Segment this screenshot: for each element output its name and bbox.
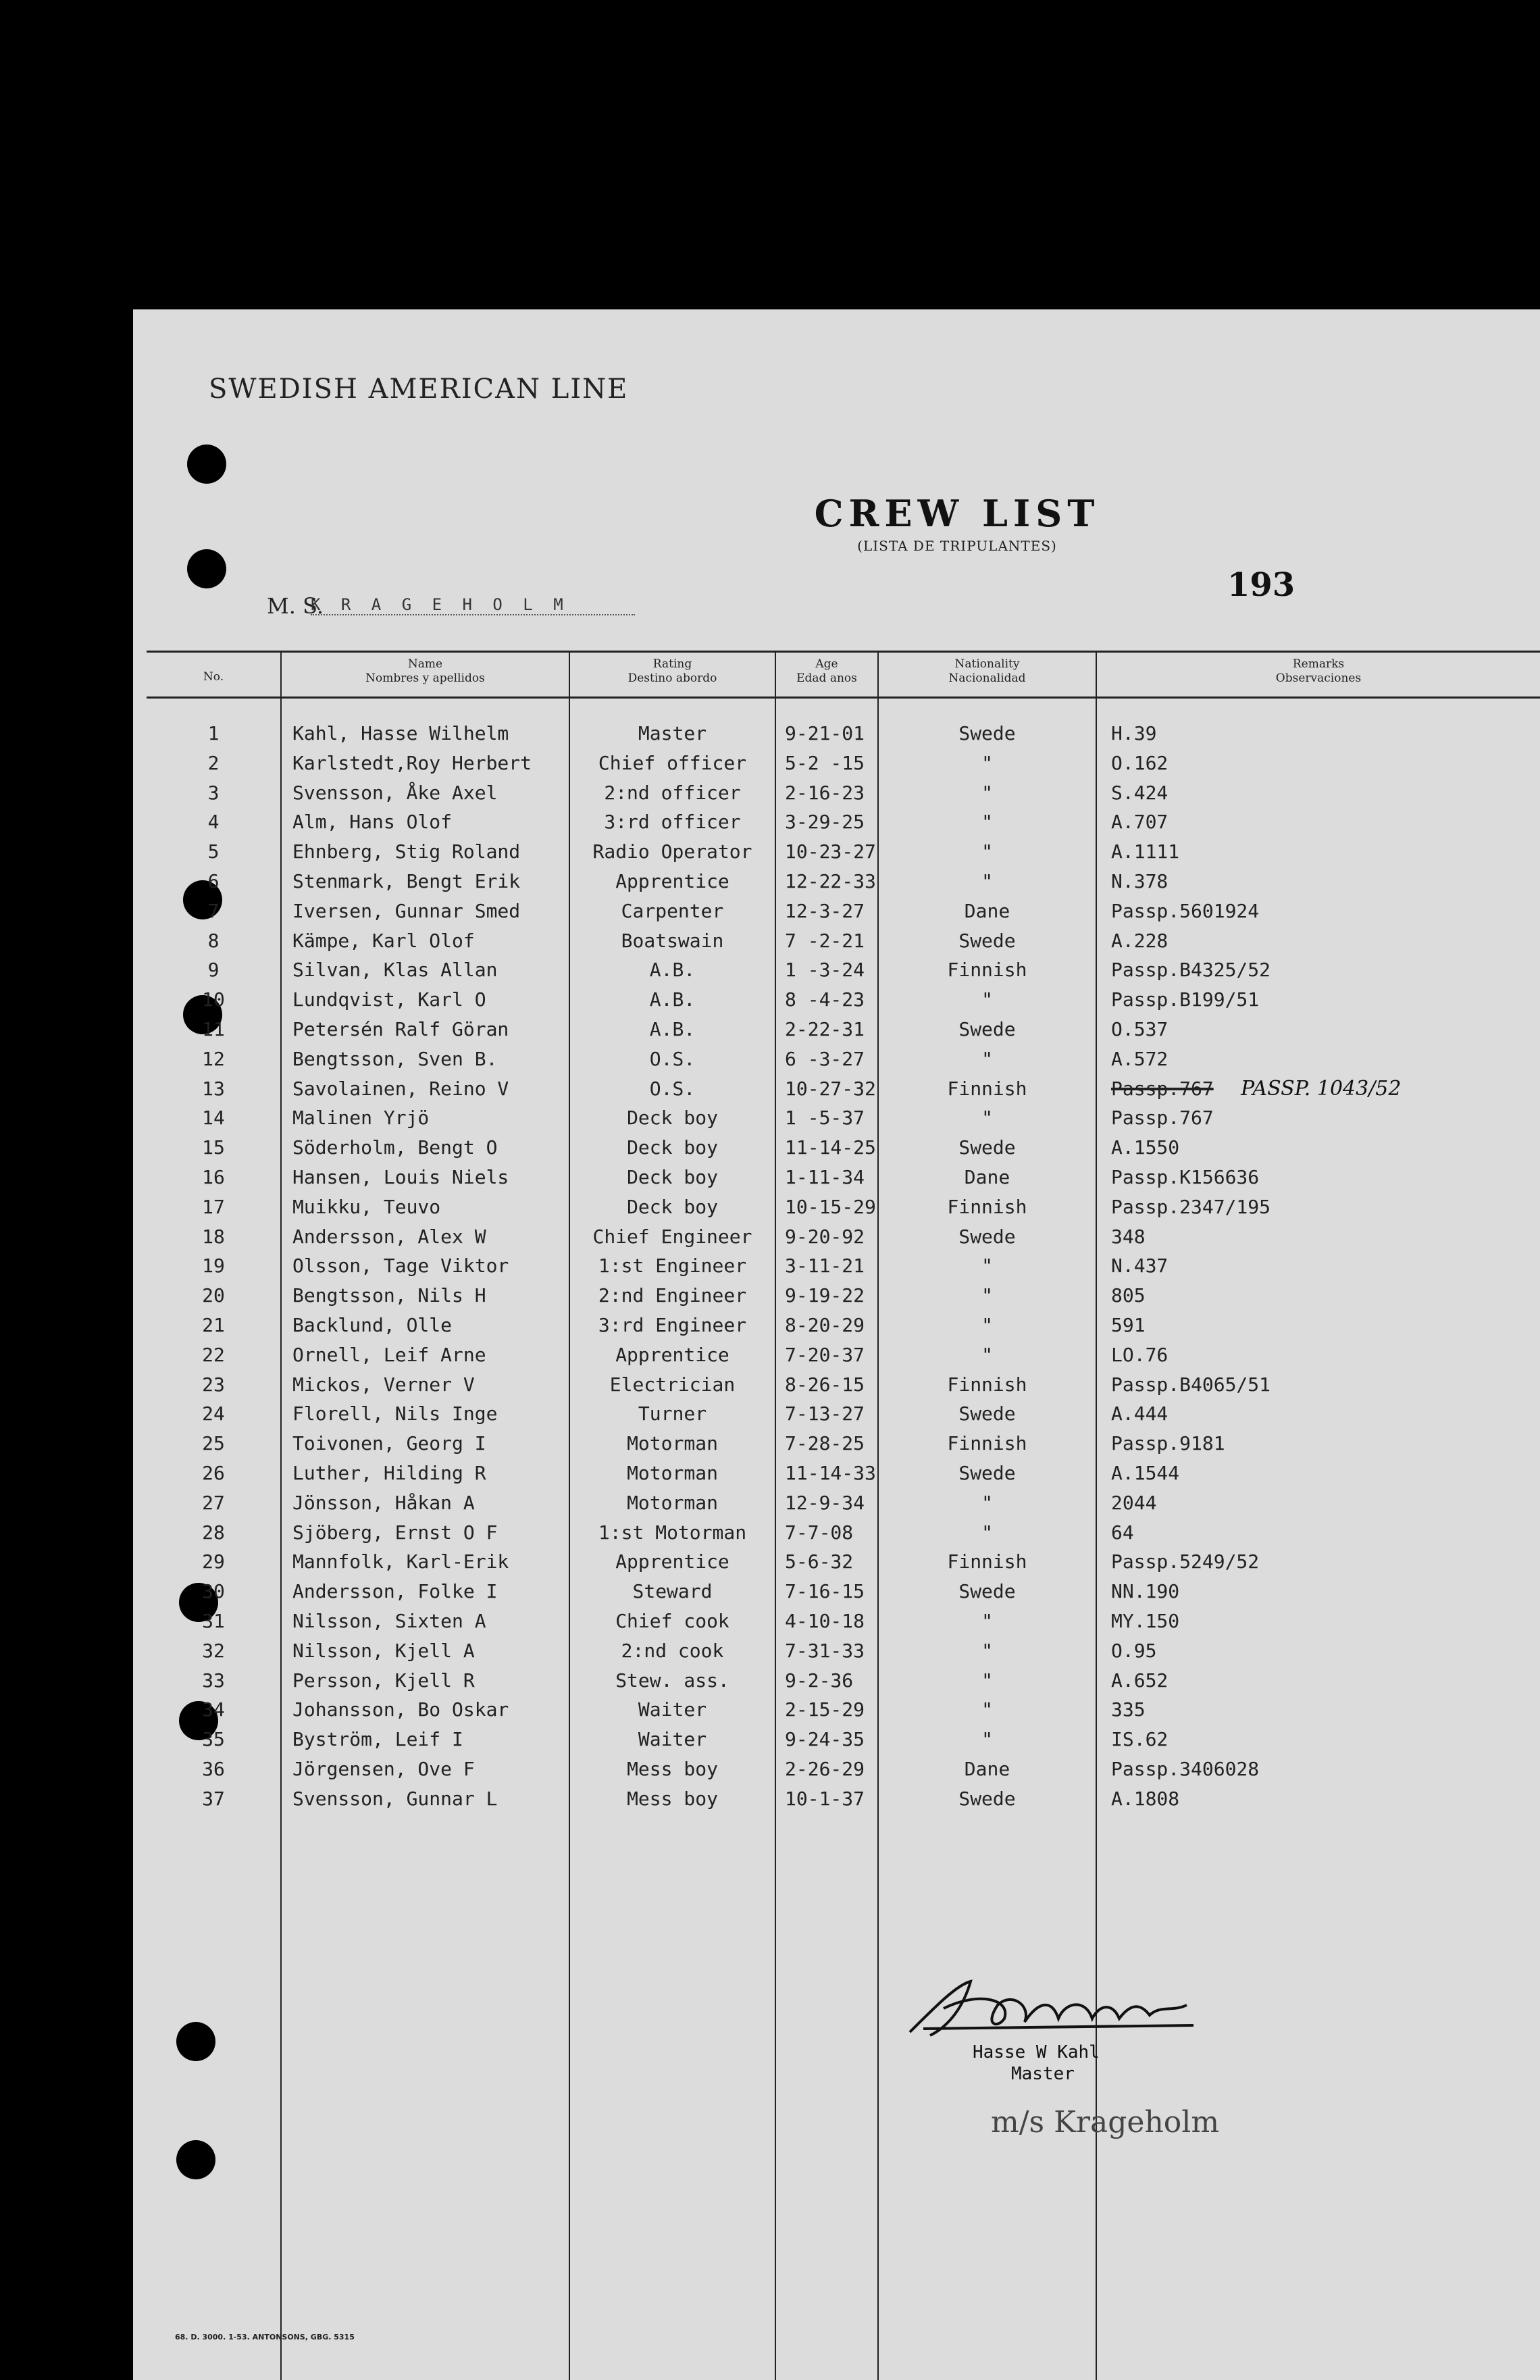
row-number: 19 — [202, 1255, 225, 1277]
row-number: 4 — [207, 811, 220, 833]
crew-name: Ornell, Leif Arne — [292, 1344, 486, 1366]
crew-remarks: A.1808 — [1111, 1788, 1180, 1810]
crew-rating: Radio Operator — [592, 840, 752, 863]
crew-remarks: A.1111 — [1111, 840, 1180, 863]
crew-name: Jörgensen, Ove F — [292, 1758, 475, 1780]
crew-rating: Boatswain — [621, 930, 724, 952]
crew-age: 2-16-23 — [785, 782, 865, 804]
crew-age: 11-14-25 — [785, 1136, 876, 1159]
row-number: 21 — [202, 1314, 225, 1336]
crew-age: 5-2 -15 — [785, 752, 865, 774]
crew-rating: Chief officer — [598, 752, 747, 774]
crew-age: 9-21-01 — [785, 722, 865, 744]
crew-nationality: " — [981, 1669, 993, 1692]
crew-remarks: Passp.3406028 — [1111, 1758, 1260, 1780]
row-number: 30 — [202, 1580, 225, 1602]
crew-name: Backlund, Olle — [292, 1314, 453, 1336]
row-number: 35 — [202, 1728, 225, 1750]
crew-nationality: " — [981, 1284, 993, 1307]
crew-nationality: Swede — [958, 1136, 1016, 1159]
header-age-en: Age — [815, 657, 838, 671]
crew-name: Florell, Nils Inge — [292, 1402, 498, 1425]
crew-rating: Master — [638, 722, 707, 744]
crew-age: 7-20-37 — [785, 1344, 865, 1366]
crew-name: Nilsson, Kjell A — [292, 1640, 475, 1662]
crew-age: 1 -5-37 — [785, 1107, 865, 1129]
crew-remarks: IS.62 — [1111, 1728, 1169, 1750]
row-number: 12 — [202, 1048, 225, 1070]
punch-hole — [176, 2022, 215, 2061]
crew-name: Silvan, Klas Allan — [292, 959, 498, 981]
row-number: 37 — [202, 1788, 225, 1810]
crew-rating: 1:st Engineer — [598, 1255, 747, 1277]
row-number: 34 — [202, 1698, 225, 1721]
crew-age: 12-22-33 — [785, 870, 876, 892]
page-title: CREW LIST — [814, 492, 1100, 535]
crew-age: 7-31-33 — [785, 1640, 865, 1662]
row-number: 16 — [202, 1166, 225, 1188]
crew-name: Muikku, Teuvo — [292, 1196, 441, 1218]
crew-nationality: Swede — [958, 1580, 1016, 1602]
crew-nationality: " — [981, 1698, 993, 1721]
crew-name: Stenmark, Bengt Erik — [292, 870, 521, 892]
crew-nationality: Dane — [964, 1758, 1010, 1780]
crew-age: 8 -4-23 — [785, 988, 865, 1011]
crew-age: 10-1-37 — [785, 1788, 865, 1810]
crew-nationality: Finnish — [947, 1373, 1027, 1396]
header-no — [147, 657, 280, 697]
crew-age: 8-26-15 — [785, 1373, 865, 1396]
row-number: 31 — [202, 1610, 225, 1632]
header-rating-en: Rating — [652, 657, 692, 671]
row-number: 25 — [202, 1432, 225, 1454]
crew-nationality: Finnish — [947, 1078, 1027, 1100]
crew-rating: 2:nd officer — [604, 782, 741, 804]
crew-remarks: 805 — [1111, 1284, 1146, 1307]
crew-age: 2-26-29 — [785, 1758, 865, 1780]
crew-rating: Apprentice — [615, 1344, 729, 1366]
document-sheet — [133, 309, 1540, 2380]
crew-rating: A.B. — [649, 959, 696, 981]
crew-nationality: " — [981, 1048, 993, 1070]
crew-rating: Waiter — [638, 1698, 707, 1721]
crew-name: Söderholm, Bengt O — [292, 1136, 498, 1159]
crew-name: Johansson, Bo Oskar — [292, 1698, 509, 1721]
crew-name: Kämpe, Karl Olof — [292, 930, 475, 952]
header-age-es: Edad anos — [796, 672, 857, 685]
header-rating-es: Destino abordo — [627, 672, 717, 685]
master-signature — [896, 1965, 1207, 2046]
crew-nationality: Swede — [958, 1225, 1016, 1248]
crew-rating: Deck boy — [627, 1196, 718, 1218]
crew-name: Karlstedt,Roy Herbert — [292, 752, 532, 774]
ship-label: M. S. — [267, 593, 324, 619]
ship-stamp: m/s Krageholm — [991, 2105, 1220, 2140]
row-number: 2 — [207, 752, 220, 774]
crew-age: 5-6-32 — [785, 1550, 854, 1573]
crew-nationality: Swede — [958, 722, 1016, 744]
crew-remarks: 64 — [1111, 1521, 1134, 1544]
row-number: 23 — [202, 1373, 225, 1396]
crew-name: Toivonen, Georg I — [292, 1432, 486, 1454]
punch-hole — [187, 445, 226, 484]
crew-nationality: " — [981, 988, 993, 1011]
crew-rating: Apprentice — [615, 1550, 729, 1573]
crew-nationality: Swede — [958, 1018, 1016, 1040]
crew-nationality: " — [981, 782, 993, 804]
ship-name: K R A G E H O L M — [311, 595, 635, 615]
crew-remarks: Passp.5601924 — [1111, 900, 1260, 922]
row-number: 17 — [202, 1196, 225, 1218]
crew-nationality: Swede — [958, 1402, 1016, 1425]
crew-name: Jönsson, Håkan A — [292, 1492, 475, 1514]
crew-nationality: " — [981, 1344, 993, 1366]
company-name: SWEDISH AMERICAN LINE — [209, 374, 629, 405]
crew-nationality: " — [981, 1492, 993, 1514]
crew-nationality: " — [981, 811, 993, 833]
crew-remarks: A.652 — [1111, 1669, 1169, 1692]
form-print-code: 68. D. 3000. 1-53. ANTONSONS, GBG. 5315 — [175, 2333, 355, 2341]
crew-nationality: Finnish — [947, 1196, 1027, 1218]
crew-remarks: LO.76 — [1111, 1344, 1169, 1366]
crew-rating: Deck boy — [627, 1136, 718, 1159]
crew-remarks: 2044 — [1111, 1492, 1157, 1514]
crew-name: Alm, Hans Olof — [292, 811, 453, 833]
crew-remarks: NN.190 — [1111, 1580, 1180, 1602]
crew-rating: 2:nd Engineer — [598, 1284, 747, 1307]
crew-nationality: Finnish — [947, 959, 1027, 981]
crew-name: Byström, Leif I — [292, 1728, 463, 1750]
crew-name: Andersson, Folke I — [292, 1580, 498, 1602]
crew-rating: Mess boy — [627, 1788, 718, 1810]
crew-nationality: Finnish — [947, 1550, 1027, 1573]
crew-rating: Motorman — [627, 1432, 718, 1454]
crew-name: Ehnberg, Stig Roland — [292, 840, 521, 863]
crew-remarks: A.1544 — [1111, 1462, 1180, 1484]
crew-rating: Electrician — [609, 1373, 736, 1396]
crew-remarks: A.707 — [1111, 811, 1169, 833]
signatory-name: Hasse W Kahl — [973, 2042, 1100, 2062]
crew-name: Mannfolk, Karl-Erik — [292, 1550, 509, 1573]
crew-age: 7-13-27 — [785, 1402, 865, 1425]
crew-age: 7-7-08 — [785, 1521, 854, 1544]
row-number: 6 — [207, 870, 220, 892]
crew-name: Svensson, Åke Axel — [292, 782, 498, 804]
row-number: 36 — [202, 1758, 225, 1780]
crew-name: Luther, Hilding R — [292, 1462, 486, 1484]
crew-rating: A.B. — [649, 1018, 696, 1040]
header-name-es: Nombres y apellidos — [365, 672, 485, 685]
header-remarks-en: Remarks — [1292, 657, 1345, 671]
crew-rating: Turner — [638, 1402, 707, 1425]
crew-remarks: Passp.767 — [1111, 1078, 1214, 1100]
crew-age: 3-29-25 — [785, 811, 865, 833]
crew-nationality: " — [981, 1255, 993, 1277]
crew-age: 1-11-34 — [785, 1166, 865, 1188]
crew-remarks: 591 — [1111, 1314, 1146, 1336]
crew-age: 12-9-34 — [785, 1492, 865, 1514]
crew-name: Hansen, Louis Niels — [292, 1166, 509, 1188]
crew-name: Kahl, Hasse Wilhelm — [292, 722, 509, 744]
crew-name: Bengtsson, Sven B. — [292, 1048, 498, 1070]
crew-remarks: A.444 — [1111, 1402, 1169, 1425]
crew-rating: Carpenter — [621, 900, 724, 922]
crew-rating: Chief cook — [615, 1610, 729, 1632]
crew-age: 11-14-33 — [785, 1462, 876, 1484]
crew-age: 7-16-15 — [785, 1580, 865, 1602]
header-nationality-en: Nationality — [954, 657, 1020, 671]
crew-remarks: A.1550 — [1111, 1136, 1180, 1159]
header-name-en: Name — [407, 657, 443, 671]
crew-rating: Deck boy — [627, 1107, 718, 1129]
crew-age: 8-20-29 — [785, 1314, 865, 1336]
page-number: 193 — [1227, 566, 1295, 604]
row-number: 1 — [207, 722, 220, 744]
crew-nationality: Finnish — [947, 1432, 1027, 1454]
crew-age: 3-11-21 — [785, 1255, 865, 1277]
row-number: 20 — [202, 1284, 225, 1307]
crew-remarks: H.39 — [1111, 722, 1157, 744]
crew-rating: Motorman — [627, 1462, 718, 1484]
crew-age: 7-28-25 — [785, 1432, 865, 1454]
crew-rating: 1:st Motorman — [598, 1521, 747, 1544]
row-number: 18 — [202, 1225, 225, 1248]
crew-age: 10-27-32 — [785, 1078, 876, 1100]
crew-age: 9-19-22 — [785, 1284, 865, 1307]
row-number: 26 — [202, 1462, 225, 1484]
crew-nationality: " — [981, 1314, 993, 1336]
crew-rating: O.S. — [649, 1048, 696, 1070]
crew-name: Savolainen, Reino V — [292, 1078, 509, 1100]
crew-remarks: MY.150 — [1111, 1610, 1180, 1632]
row-number: 3 — [207, 782, 220, 804]
crew-remarks: A.572 — [1111, 1048, 1169, 1070]
crew-rating: Stew. ass. — [615, 1669, 729, 1692]
crew-rating: 2:nd cook — [621, 1640, 724, 1662]
row-number: 8 — [207, 930, 220, 952]
crew-nationality: " — [981, 1728, 993, 1750]
crew-rating: Waiter — [638, 1728, 707, 1750]
crew-rating: Chief Engineer — [592, 1225, 752, 1248]
header-no-label: No. — [203, 670, 224, 684]
crew-nationality: Dane — [964, 900, 1010, 922]
crew-remarks: S.424 — [1111, 782, 1169, 804]
crew-remarks: Passp.5249/52 — [1111, 1550, 1260, 1573]
crew-rating: Steward — [632, 1580, 713, 1602]
crew-age: 1 -3-24 — [785, 959, 865, 981]
row-number: 9 — [207, 959, 220, 981]
crew-age: 4-10-18 — [785, 1610, 865, 1632]
crew-remarks: 335 — [1111, 1698, 1146, 1721]
crew-rating: 3:rd officer — [604, 811, 741, 833]
crew-remarks: N.437 — [1111, 1255, 1169, 1277]
row-number: 15 — [202, 1136, 225, 1159]
crew-remarks: Passp.9181 — [1111, 1432, 1225, 1454]
crew-name: Malinen Yrjö — [292, 1107, 430, 1129]
crew-name: Persson, Kjell R — [292, 1669, 475, 1692]
crew-nationality: " — [981, 870, 993, 892]
crew-name: Svensson, Gunnar L — [292, 1788, 498, 1810]
crew-rating: Apprentice — [615, 870, 729, 892]
row-number: 11 — [202, 1018, 225, 1040]
crew-age: 2-22-31 — [785, 1018, 865, 1040]
crew-name: Iversen, Gunnar Smed — [292, 900, 521, 922]
crew-name: Lundqvist, Karl O — [292, 988, 486, 1011]
crew-name: Bengtsson, Nils H — [292, 1284, 486, 1307]
signatory-title: Master — [1011, 2064, 1075, 2084]
crew-age: 9-2-36 — [785, 1669, 854, 1692]
crew-rating: Deck boy — [627, 1166, 718, 1188]
crew-rating: 3:rd Engineer — [598, 1314, 747, 1336]
column-divider — [775, 651, 776, 2380]
crew-age: 2-15-29 — [785, 1698, 865, 1721]
table-top-rule — [147, 651, 1540, 653]
handwritten-remark: PASSP. 1043/52 — [1241, 1077, 1402, 1100]
page-subtitle: (LISTA DE TRIPULANTES) — [857, 538, 1057, 554]
crew-remarks: O.537 — [1111, 1018, 1169, 1040]
header-nationality — [879, 657, 1096, 697]
crew-rating: Motorman — [627, 1492, 718, 1514]
crew-remarks: A.228 — [1111, 930, 1169, 952]
crew-nationality: " — [981, 1521, 993, 1544]
crew-nationality: " — [981, 1107, 993, 1129]
row-number: 27 — [202, 1492, 225, 1514]
crew-remarks: Passp.2347/195 — [1111, 1196, 1271, 1218]
crew-remarks: Passp.K156636 — [1111, 1166, 1260, 1188]
crew-rating: A.B. — [649, 988, 696, 1011]
crew-nationality: Swede — [958, 1462, 1016, 1484]
header-name — [282, 657, 569, 697]
crew-age: 9-24-35 — [785, 1728, 865, 1750]
row-number: 28 — [202, 1521, 225, 1544]
crew-age: 9-20-92 — [785, 1225, 865, 1248]
crew-remarks: N.378 — [1111, 870, 1169, 892]
crew-nationality: Swede — [958, 1788, 1016, 1810]
crew-rating: O.S. — [649, 1078, 696, 1100]
crew-remarks: Passp.B4325/52 — [1111, 959, 1271, 981]
crew-age: 10-23-27 — [785, 840, 876, 863]
row-number: 33 — [202, 1669, 225, 1692]
crew-age: 6 -3-27 — [785, 1048, 865, 1070]
crew-nationality: " — [981, 1610, 993, 1632]
crew-remarks: Passp.B4065/51 — [1111, 1373, 1271, 1396]
header-nationality-es: Nacionalidad — [948, 672, 1026, 685]
crew-name: Andersson, Alex W — [292, 1225, 486, 1248]
crew-nationality: " — [981, 1640, 993, 1662]
crew-remarks: 348 — [1111, 1225, 1146, 1248]
header-age — [776, 657, 877, 697]
crew-name: Nilsson, Sixten A — [292, 1610, 486, 1632]
crew-nationality: Swede — [958, 930, 1016, 952]
row-number: 5 — [207, 840, 220, 863]
row-number: 32 — [202, 1640, 225, 1662]
row-number: 14 — [202, 1107, 225, 1129]
crew-nationality: Dane — [964, 1166, 1010, 1188]
row-number: 10 — [202, 988, 225, 1011]
row-number: 29 — [202, 1550, 225, 1573]
crew-nationality: " — [981, 752, 993, 774]
crew-age: 12-3-27 — [785, 900, 865, 922]
crew-name: Olsson, Tage Viktor — [292, 1255, 509, 1277]
header-remarks — [1097, 657, 1540, 697]
crew-name: Mickos, Verner V — [292, 1373, 475, 1396]
row-number: 13 — [202, 1078, 225, 1100]
crew-name: Sjöberg, Ernst O F — [292, 1521, 498, 1544]
row-number: 24 — [202, 1402, 225, 1425]
punch-hole — [176, 2140, 215, 2179]
crew-name: Petersén Ralf Göran — [292, 1018, 509, 1040]
crew-rating: Mess boy — [627, 1758, 718, 1780]
crew-remarks: Passp.767 — [1111, 1107, 1214, 1129]
crew-remarks: Passp.B199/51 — [1111, 988, 1260, 1011]
crew-age: 7 -2-21 — [785, 930, 865, 952]
column-divider — [280, 651, 282, 2380]
row-number: 22 — [202, 1344, 225, 1366]
header-rating — [570, 657, 775, 697]
table-header-rule — [147, 697, 1540, 699]
crew-remarks: O.162 — [1111, 752, 1169, 774]
crew-remarks: O.95 — [1111, 1640, 1157, 1662]
punch-hole — [187, 549, 226, 588]
crew-nationality: " — [981, 840, 993, 863]
header-remarks-es: Observaciones — [1275, 672, 1362, 685]
row-number: 7 — [207, 900, 220, 922]
crew-age: 10-15-29 — [785, 1196, 876, 1218]
